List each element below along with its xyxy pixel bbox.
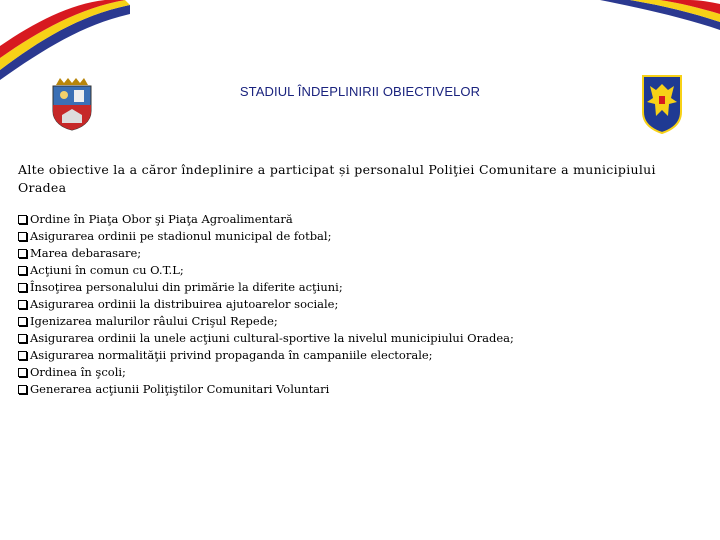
list-item-text: Însoţirea personalului din primărie la diferite acţiuni; bbox=[30, 280, 343, 294]
list-item bbox=[18, 262, 708, 279]
list-item bbox=[18, 347, 708, 364]
list-item bbox=[18, 296, 708, 313]
list-item-text: Igenizarea malurilor râului Crişul Repede; bbox=[30, 314, 278, 328]
checkbox-bullet-icon bbox=[18, 283, 27, 292]
intro-text: Alte obiective la a căror îndeplinire a participat și personalul Poliţiei Comunitare a municipiului Oradea bbox=[18, 162, 656, 195]
list-item-text: Asigurarea ordinii la unele acţiuni cultural-sportive la nivelul municipiului Oradea; bbox=[30, 331, 514, 345]
police-crest-icon bbox=[641, 72, 683, 134]
objectives-list bbox=[18, 211, 708, 398]
list-item bbox=[18, 211, 708, 228]
list-item bbox=[18, 381, 708, 398]
checkbox-bullet-icon bbox=[18, 368, 27, 377]
checkbox-bullet-icon bbox=[18, 351, 27, 360]
list-item bbox=[18, 364, 708, 381]
list-item-text: Asigurarea ordinii la distribuirea ajutoarelor sociale; bbox=[30, 297, 339, 311]
checkbox-bullet-icon bbox=[18, 300, 27, 309]
tricolor-ribbon bbox=[0, 0, 720, 80]
checkbox-bullet-icon bbox=[18, 249, 27, 258]
list-item-text: Generarea acţiunii Poliţiştilor Comunitari Voluntari bbox=[30, 382, 330, 396]
list-item bbox=[18, 228, 708, 245]
list-item-text: Ordinea în şcoli; bbox=[30, 365, 126, 379]
list-item-text: Ordine în Piaţa Obor şi Piaţa Agroalimentară bbox=[30, 212, 293, 226]
list-item bbox=[18, 330, 708, 347]
list-item bbox=[18, 245, 708, 262]
list-item bbox=[18, 313, 708, 330]
checkbox-bullet-icon bbox=[18, 317, 27, 326]
checkbox-bullet-icon bbox=[18, 385, 27, 394]
checkbox-bullet-icon bbox=[18, 232, 27, 241]
list-item-text: Asigurarea ordinii pe stadionul municipal de fotbal; bbox=[30, 229, 332, 243]
list-item-text: Marea debarasare; bbox=[30, 246, 142, 260]
checkbox-bullet-icon bbox=[18, 334, 27, 343]
list-item-text: Asigurarea normalităţii privind propaganda în campaniile electorale; bbox=[30, 348, 433, 362]
page-title: STADIUL ÎNDEPLINIRII OBIECTIVELOR bbox=[239, 84, 481, 99]
list-item bbox=[18, 279, 708, 296]
list-item-text: Acţiuni în comun cu O.T.L; bbox=[30, 263, 184, 277]
checkbox-bullet-icon bbox=[18, 266, 27, 275]
checkbox-bullet-icon bbox=[18, 215, 27, 224]
